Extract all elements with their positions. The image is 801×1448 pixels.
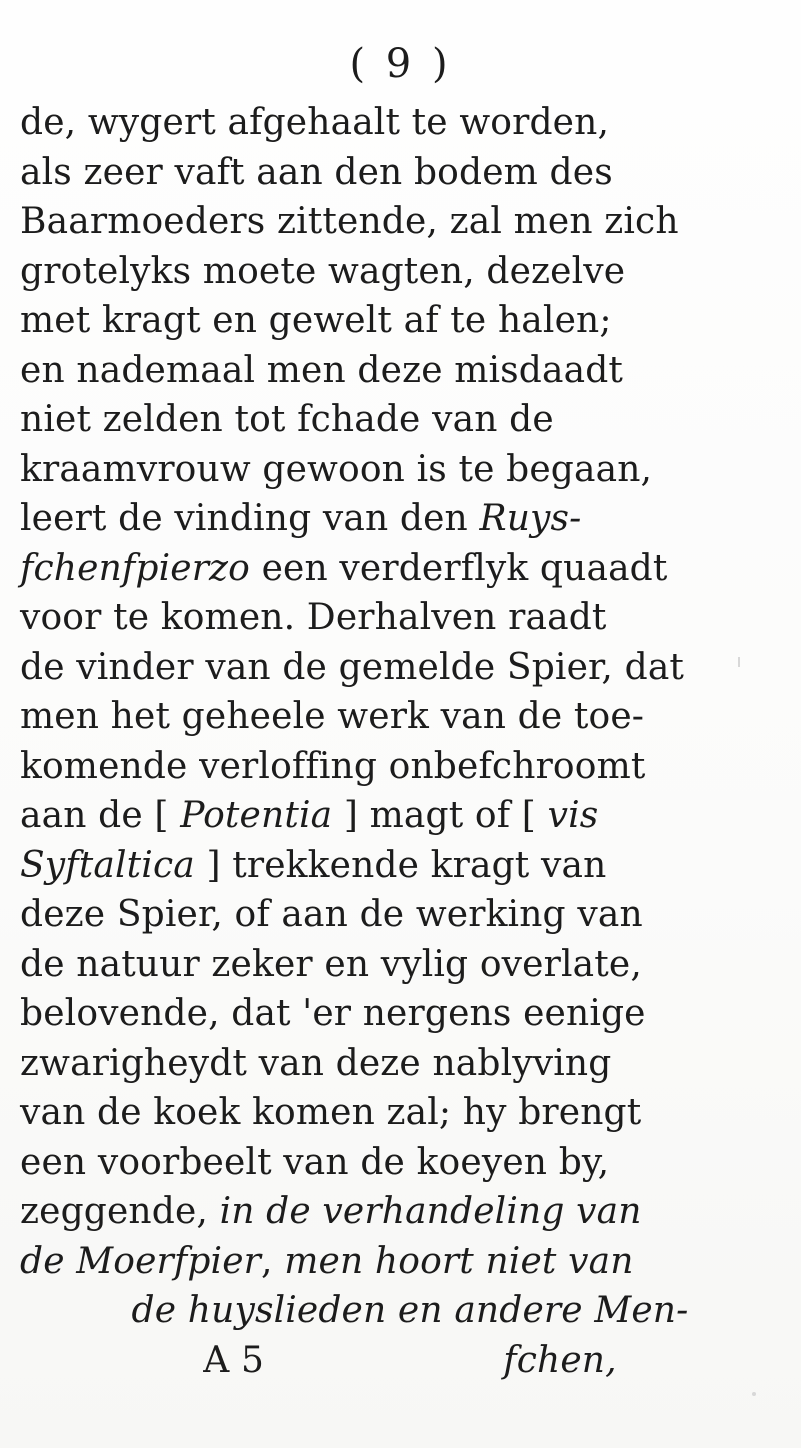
italic-term: men hoort niet van — [284, 1240, 634, 1282]
text-line — [20, 1286, 780, 1336]
text-line — [20, 1237, 780, 1287]
text-line: grotelyks moete wagten, dezelve — [20, 250, 626, 292]
text-line: Baarmoeders zittende, zal men zich — [20, 201, 679, 242]
text-line: kraamvrouw gewoon is te begaan, — [20, 448, 653, 490]
italic-term: vis — [547, 795, 599, 836]
text-line: een voorbeelt van de koeyen by, — [20, 1141, 610, 1183]
text-line: met kragt en gewelt af te halen; — [20, 300, 612, 341]
text-line: en nademaal men deze misdaadt — [20, 349, 624, 391]
italic-term: Syftaltica — [20, 844, 195, 886]
italic-term: de huyslieden en andere Men- — [131, 1290, 689, 1331]
text-line: als zeer vaft aan den bodem des — [20, 151, 613, 193]
text-line: zwarigheydt van deze nablyving — [20, 1042, 612, 1084]
page-number: ( 9 ) — [349, 41, 452, 87]
text-line: van de koek komen zal; hy brengt — [20, 1092, 642, 1133]
text-line: de vinder van de gemelde Spier, dat — [20, 646, 685, 688]
italic-term: Ruys- — [479, 498, 582, 539]
text-line: de, wygert afgehaalt te worden, — [20, 102, 610, 143]
text-span: een verderflyk quaadt — [250, 547, 668, 589]
italic-term: fchenfpierzo — [20, 547, 250, 589]
text-line — [20, 544, 780, 594]
italic-term: Potentia — [180, 795, 333, 836]
text-line: deze Spier, of aan de werking van — [20, 894, 643, 935]
text-span: leert de vinding van den — [20, 498, 480, 539]
text-span: ] trekkende kragt van — [194, 844, 607, 886]
body-text — [20, 98, 780, 1385]
paper-speck — [738, 657, 740, 667]
text-line: men het geheele werk van de toe- — [20, 696, 645, 737]
text-line — [20, 841, 780, 891]
text-span: zeggende, — [20, 1191, 220, 1232]
signature-mark: A 5 — [203, 1339, 265, 1381]
signature-line — [20, 1336, 780, 1386]
text-line: de natuur zeker en vylig overlate, — [20, 943, 642, 985]
text-line: komende verloffing onbefchroomt — [20, 745, 646, 787]
italic-term: in de verhandeling van — [219, 1191, 642, 1232]
text-line — [20, 1187, 780, 1237]
text-line: niet zelden tot fchade van de — [20, 399, 554, 440]
catchword: fchen, — [503, 1339, 617, 1381]
text-span: aan de [ — [20, 795, 181, 836]
italic-term: de Moerfpier — [20, 1240, 262, 1282]
text-span: , — [261, 1240, 285, 1282]
text-line — [20, 791, 780, 841]
text-line: voor te komen. Derhalven raadt — [20, 597, 607, 638]
text-line: belovende, dat 'er nergens eenige — [20, 993, 646, 1034]
text-line — [20, 494, 780, 544]
text-span: ] magt of [ — [332, 795, 548, 836]
paper-speck — [752, 1392, 756, 1396]
